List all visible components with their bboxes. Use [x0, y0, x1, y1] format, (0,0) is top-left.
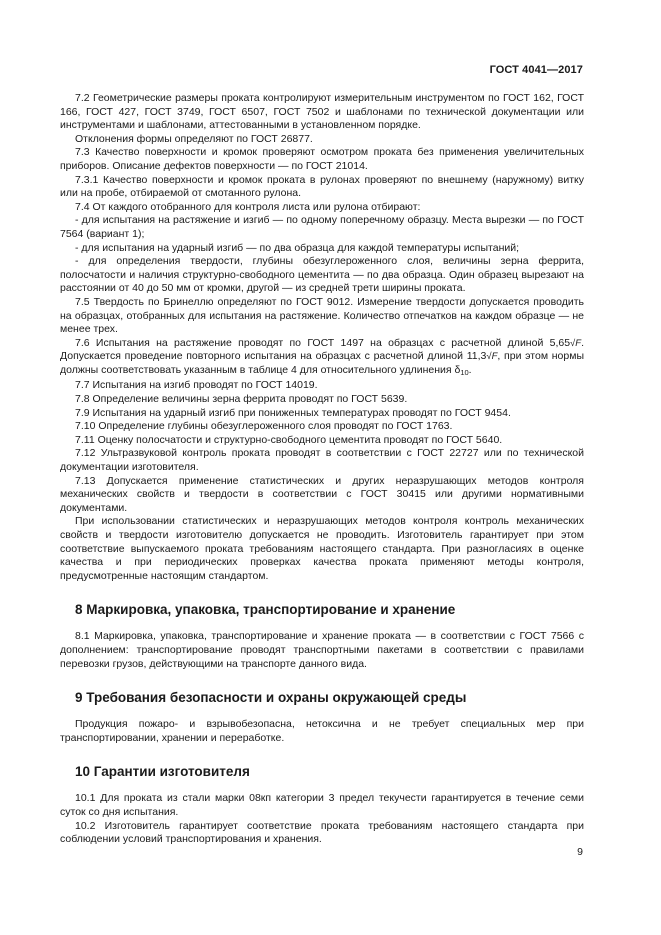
paragraph-7-7: 7.7 Испытания на изгиб проводят по ГОСТ 14019.: [75, 379, 318, 392]
paragraph-10-2: 10.2 Изготовитель гарантирует соответствие проката требованиям настоящего стандарта при соблюдении условий транспортирования и хранения.: [60, 819, 584, 846]
document-code-header: ГОСТ 4041—2017: [489, 64, 583, 76]
paragraph-7-2: 7.2 Геометрические размеры проката контролируют измерительным инструментом по ГОСТ 162, ГОСТ 166, ГОСТ 427, ГОСТ 3749, ГОСТ 6507, ГОСТ 7502 и шаблонами по технической документации или инструментами и шаблонами, аттестованными в установленном порядке.: [60, 92, 584, 132]
paragraph-7-3: 7.3 Качество поверхности и кромок проверяют осмотром проката без применения увеличительных приборов. Описание дефектов поверхности — по ГОСТ 21014.: [60, 146, 584, 172]
paragraph-7-6-text-1: 7.6 Испытания на растяжение проводят по ГОСТ 1497 на образцах с расчетной длиной 5,65: [75, 336, 571, 349]
paragraph-7-6-text-2: . Допускается проведение повторного испытания на образцах с расчетной длиной 11,3: [60, 336, 584, 363]
delta-subscript: 10: [460, 367, 469, 377]
paragraph-7-6: [60, 337, 584, 380]
paragraph-7-13-note: При использовании статистических и неразрушающих методов контроля контроль механических свойств и твердости изготовителю допускается не проводить. Изготовитель гарантирует при этом соответствие выпускаемого проката требованиям настоящего стандарта. При разногласиях в оценке качества и при периодических проверках качества проката применяют методы контроля, предусмотренные настоящим стандартом.: [60, 515, 584, 582]
page-number: 9: [577, 846, 583, 858]
paragraph-10-1: 10.1 Для проката из стали марки 08кп категории 3 предел текучести гарантируется в течение семи суток со дня испытания.: [60, 792, 584, 818]
section-9-heading: 9 Требования безопасности и охраны окружающей среды: [75, 690, 467, 706]
paragraph-7-4: 7.4 От каждого отобранного для контроля листа или рулона отбирают:: [75, 200, 421, 213]
paragraph-7-12: 7.12 Ультразвуковой контроль проката проводят в соответствии с ГОСТ 22727 или по технической документации изготовителя.: [60, 447, 584, 474]
paragraph-8-1: 8.1 Маркировка, упаковка, транспортирование и хранение проката — в соответствии с ГОСТ 7566 с дополнением: транспортирование проводят транспортными пакетами в соответствии с правилами перевозки грузов, действующими на транспорте данного вида.: [60, 630, 584, 670]
sqrt-f-formula: √F: [486, 351, 498, 363]
paragraph-7-3-1: 7.3.1 Качество поверхности и кромок проката в рулонах проверяют по внешнему (наружному) витку или на пробе, отбираемой от смотанного рулона.: [60, 173, 584, 200]
paragraph-7-4-item-hardness: - для определения твердости, глубины обезуглероженного слоя, величины зерна феррита, полосчатости и наличия структурно-свободного цементита — по два образца. Один образец вырезают на расстоянии от 40 до 50 мм от кромки, другой — из средней трети ширины проката.: [60, 255, 584, 295]
section-8-heading: 8 Маркировка, упаковка, транспортирование и хранение: [75, 602, 456, 618]
paragraph-7-11: 7.11 Оценку полосчатости и структурно-свободного цементита проводят по ГОСТ 5640.: [75, 433, 503, 446]
section-10-heading: 10 Гарантии изготовителя: [75, 764, 250, 780]
sqrt-f-formula: √F: [570, 337, 582, 349]
paragraph-7-9: 7.9 Испытания на ударный изгиб при пониженных температурах проводят по ГОСТ 9454.: [75, 406, 511, 419]
paragraph-7-8: 7.8 Определение величины зерна феррита проводят по ГОСТ 5639.: [75, 393, 408, 406]
paragraph-7-4-item-impact: - для испытания на ударный изгиб — по два образца для каждой температуры испытаний;: [75, 241, 520, 254]
paragraph-form-deviation: Отклонения формы определяют по ГОСТ 26877.: [75, 132, 313, 145]
paragraph-7-10: 7.10 Определение глубины обезуглероженного слоя проводят по ГОСТ 1763.: [75, 420, 453, 433]
paragraph-7-4-item-tension: - для испытания на растяжение и изгиб — по одному поперечному образцу. Места вырезки — по ГОСТ 7564 (вариант 1);: [60, 214, 584, 240]
page-content: [60, 92, 584, 847]
paragraph-7-6-text-3: , при этом нормы должны соответствовать указанным в таблице 4 для относительного удлинения δ: [60, 350, 584, 376]
paragraph-9: Продукция пожаро- и взрывобезопасна, нетоксична и не требует специальных мер при транспортировании, хранении и переработке.: [60, 718, 584, 744]
paragraph-7-5: 7.5 Твердость по Бринеллю определяют по ГОСТ 9012. Измерение твердости допускается проводить на образцах, отобранных для испытания на растяжение. Количество отпечатков на каждом образце — не менее трех.: [60, 295, 584, 336]
paragraph-7-13: 7.13 Допускается применение статистических и других неразрушающих методов контроля механических свойств и твердости в соответствии с ГОСТ 30415 или другими нормативными документами.: [60, 474, 584, 514]
paragraph-7-6-text-4: .: [468, 363, 472, 376]
